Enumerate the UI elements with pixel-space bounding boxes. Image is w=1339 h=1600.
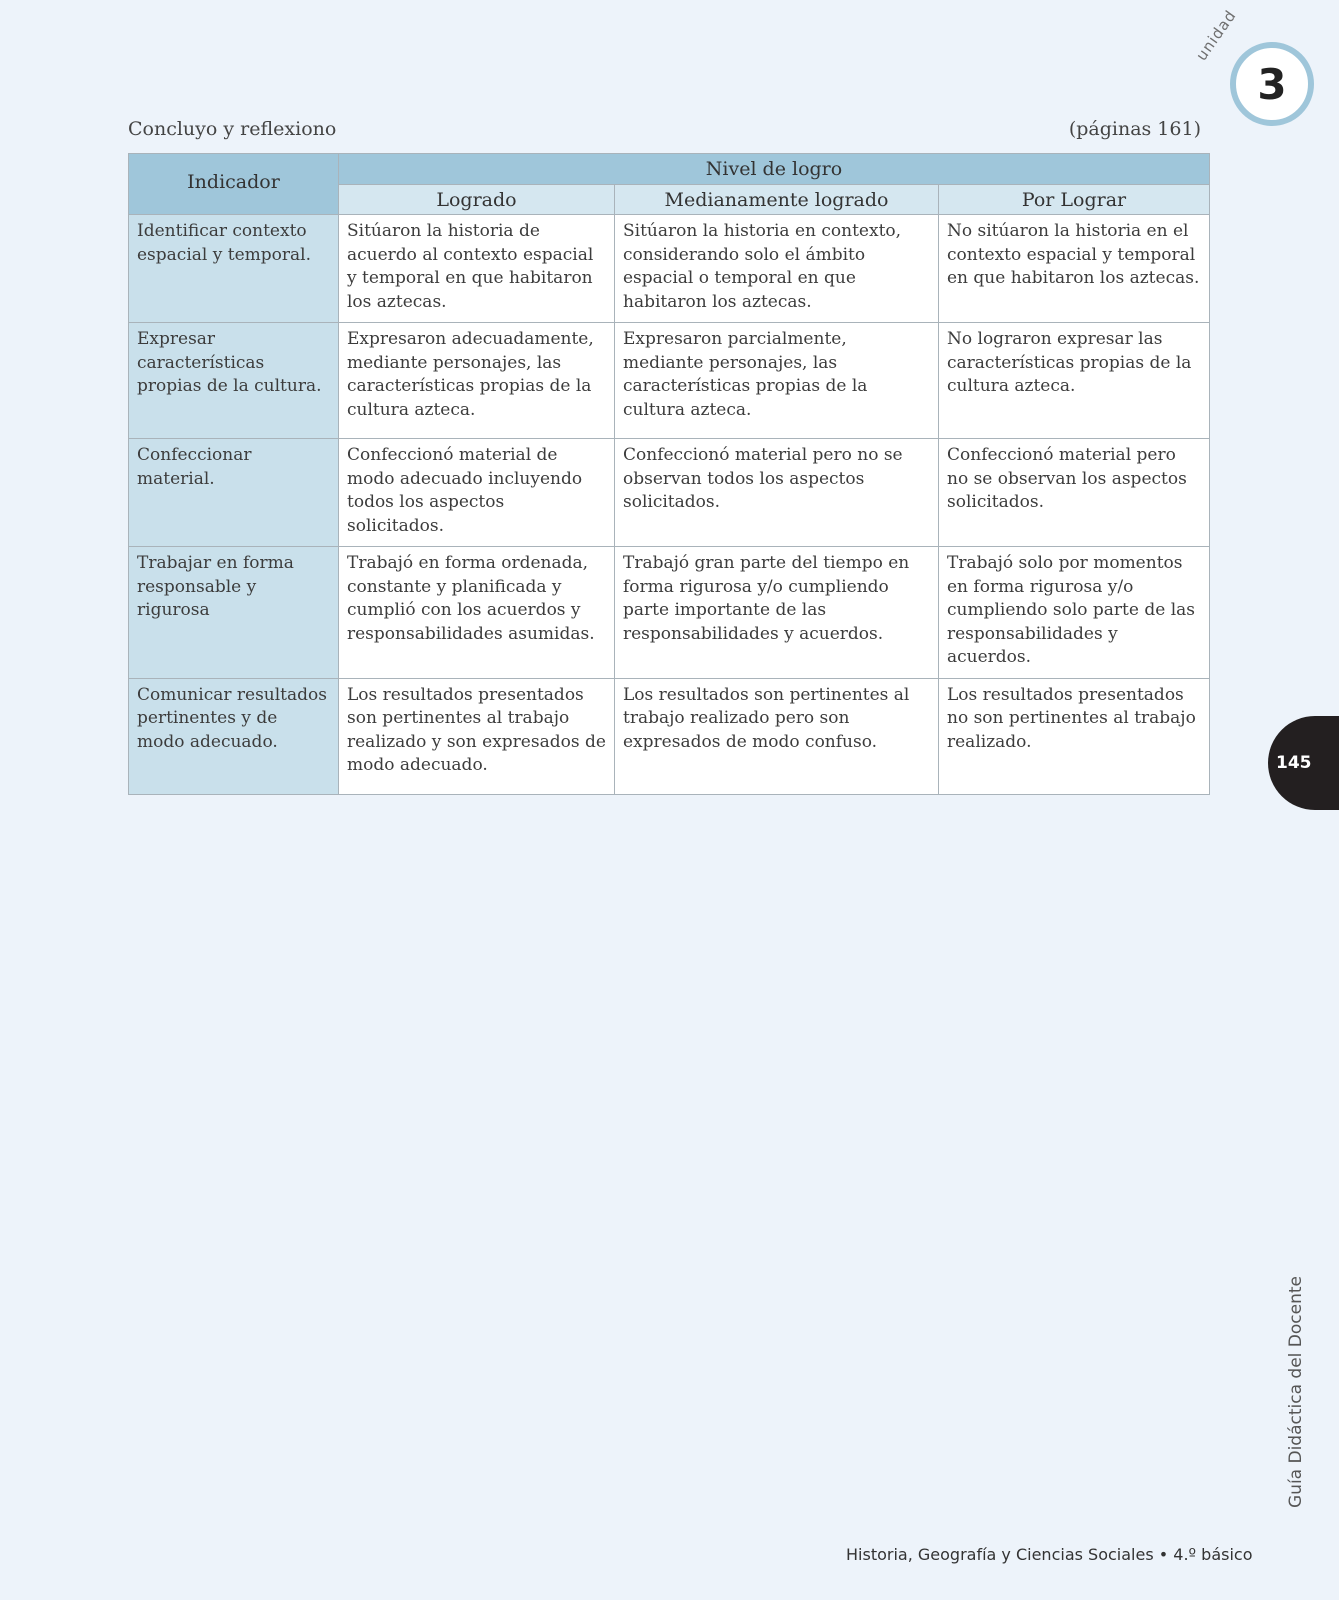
- medianamente-cell: Trabajó gran parte del tiempo en forma rigurosa y/o cumpliendo parte importante de las responsabilidades y acuerdos.: [615, 547, 939, 679]
- side-label: Guía Didáctica del Docente: [1286, 1276, 1306, 1508]
- table-row: [129, 215, 1210, 323]
- unit-number-badge: 3: [1230, 42, 1314, 126]
- logrado-cell: Los resultados presentados son pertinentes al trabajo realizado y son expresados de modo adecuado.: [339, 678, 615, 794]
- medianamente-cell: Los resultados son pertinentes al trabajo realizado pero son expresados de modo confuso.: [615, 678, 939, 794]
- unit-label: unidad: [1192, 6, 1240, 64]
- footer: Historia, Geografía y Ciencias Sociales • 4.º básico: [846, 1545, 1253, 1564]
- column-header-medianamente: Medianamente logrado: [615, 184, 939, 215]
- section-title: Concluyo y reflexiono: [128, 118, 337, 140]
- medianamente-cell: Confeccionó material pero no se observan todos los aspectos solicitados.: [615, 439, 939, 547]
- table-row: [129, 323, 1210, 439]
- page-number: 145: [1276, 753, 1312, 773]
- indicator-cell: Trabajar en forma responsable y rigurosa: [129, 547, 339, 679]
- indicator-header: Indicador: [129, 154, 339, 215]
- table-row: [129, 678, 1210, 794]
- logrado-cell: Confeccionó material de modo adecuado incluyendo todos los aspectos solicitados.: [339, 439, 615, 547]
- por-lograr-cell: No sitúaron la historia en el contexto espacial y temporal en que habitaron los aztecas.: [939, 215, 1210, 323]
- level-header: Nivel de logro: [339, 154, 1210, 185]
- section-header: [128, 118, 1201, 140]
- por-lograr-cell: No lograron expresar las características propias de la cultura azteca.: [939, 323, 1210, 439]
- logrado-cell: Trabajó en forma ordenada, constante y planificada y cumplió con los acuerdos y responsabilidades asumidas.: [339, 547, 615, 679]
- indicator-cell: Confeccionar material.: [129, 439, 339, 547]
- table-row: [129, 439, 1210, 547]
- column-header-por-lograr: Por Lograr: [939, 184, 1210, 215]
- indicator-cell: Expresar características propias de la cultura.: [129, 323, 339, 439]
- page-number-tab: [1268, 716, 1339, 810]
- indicator-cell: Identificar contexto espacial y temporal.: [129, 215, 339, 323]
- medianamente-cell: Sitúaron la historia en contexto, considerando solo el ámbito espacial o temporal en que habitaron los aztecas.: [615, 215, 939, 323]
- por-lograr-cell: Trabajó solo por momentos en forma rigurosa y/o cumpliendo solo parte de las responsabilidades y acuerdos.: [939, 547, 1210, 679]
- section-pages: (páginas 161): [1068, 118, 1201, 140]
- por-lograr-cell: Confeccionó material pero no se observan los aspectos solicitados.: [939, 439, 1210, 547]
- indicator-cell: Comunicar resultados pertinentes y de modo adecuado.: [129, 678, 339, 794]
- medianamente-cell: Expresaron parcialmente, mediante personajes, las características propias de la cultura azteca.: [615, 323, 939, 439]
- table-row: [129, 547, 1210, 679]
- rubric-table: [128, 153, 1210, 795]
- logrado-cell: Sitúaron la historia de acuerdo al contexto espacial y temporal en que habitaron los aztecas.: [339, 215, 615, 323]
- logrado-cell: Expresaron adecuadamente, mediante personajes, las características propias de la cultura azteca.: [339, 323, 615, 439]
- column-header-logrado: Logrado: [339, 184, 615, 215]
- por-lograr-cell: Los resultados presentados no son pertinentes al trabajo realizado.: [939, 678, 1210, 794]
